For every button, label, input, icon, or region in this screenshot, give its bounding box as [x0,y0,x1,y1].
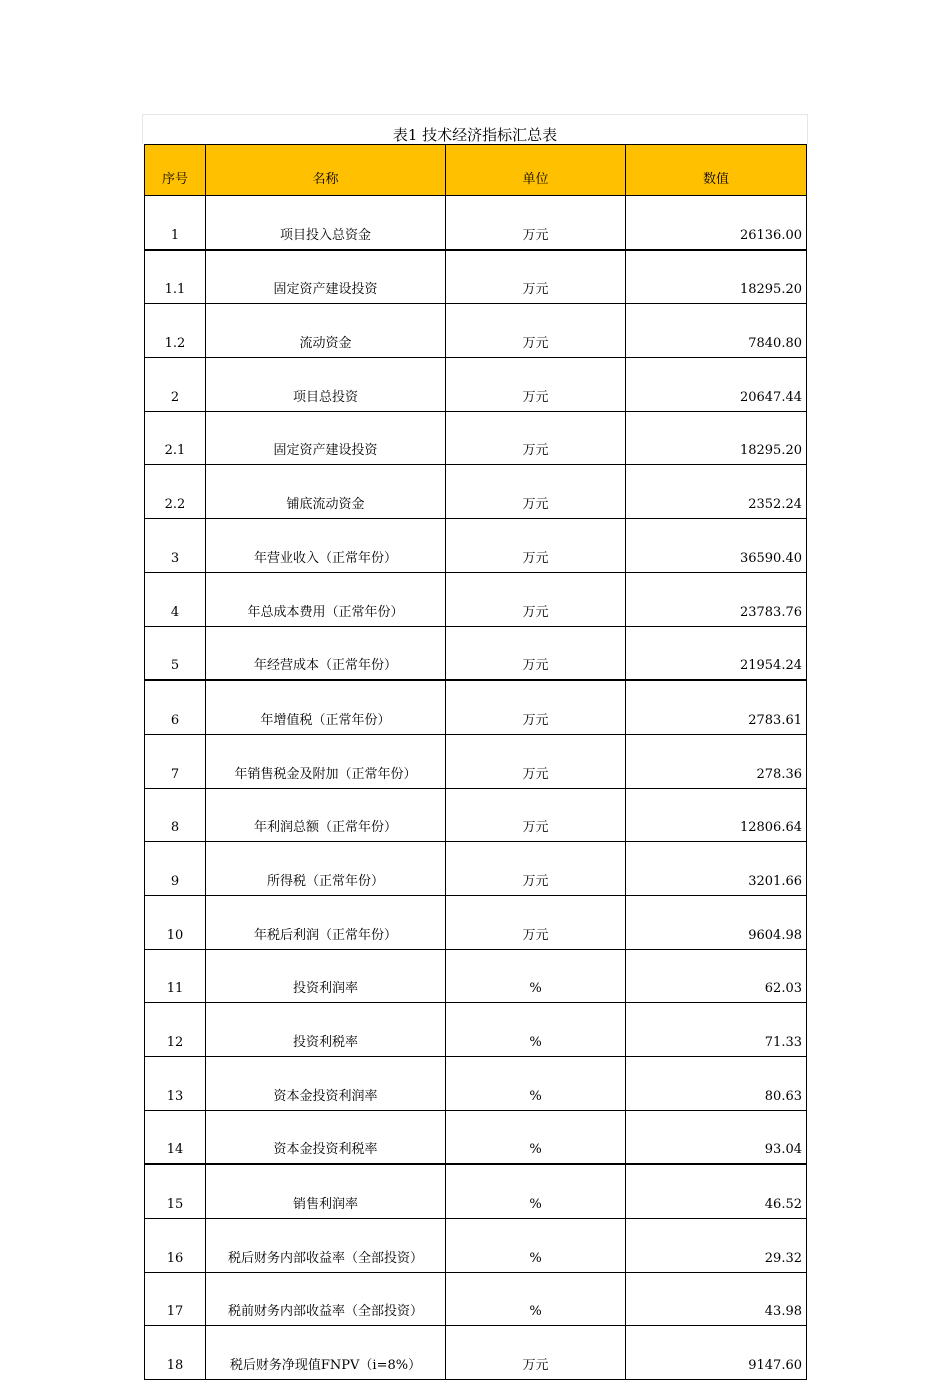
row-name: 固定资产建设投资 [206,411,446,465]
row-value: 62.03 [626,949,807,1003]
row-name: 年总成本费用（正常年份） [206,572,446,626]
row-unit: 万元 [446,304,626,358]
table-title: 表1 技术经济指标汇总表 [142,114,808,144]
row-name: 项目总投资 [206,358,446,412]
row-name: 投资利税率 [206,1003,446,1057]
row-index: 8 [145,788,206,842]
table-row [145,358,807,412]
row-index: 7 [145,734,206,788]
row-value: 7840.80 [626,304,807,358]
table-row [145,1272,807,1326]
row-index: 2.2 [145,465,206,519]
row-unit: 万元 [446,411,626,465]
table-row [145,1164,807,1218]
row-name: 税后财务净现值FNPV（i=8%） [206,1326,446,1380]
row-name: 年利润总额（正常年份） [206,788,446,842]
row-index: 9 [145,842,206,896]
header-index: 序号 [145,145,206,196]
row-value: 18295.20 [626,250,807,304]
row-value: 29.32 [626,1219,807,1273]
header-row [145,145,807,196]
table-row [145,949,807,1003]
row-unit: 万元 [446,358,626,412]
row-value: 278.36 [626,734,807,788]
row-value: 2783.61 [626,680,807,734]
header-name: 名称 [206,145,446,196]
row-value: 12806.64 [626,788,807,842]
table-row [145,304,807,358]
table-row [145,196,807,250]
table-row [145,465,807,519]
row-index: 6 [145,680,206,734]
table-row [145,734,807,788]
row-unit: 万元 [446,788,626,842]
row-index: 2 [145,358,206,412]
row-index: 3 [145,519,206,573]
row-index: 10 [145,895,206,949]
row-name: 投资利润率 [206,949,446,1003]
row-unit: % [446,1219,626,1273]
row-name: 资本金投资利税率 [206,1110,446,1164]
row-value: 93.04 [626,1110,807,1164]
row-name: 销售利润率 [206,1164,446,1218]
row-index: 5 [145,626,206,680]
table-row [145,1219,807,1273]
row-value: 20647.44 [626,358,807,412]
table-body [145,196,807,1380]
header-unit: 单位 [446,145,626,196]
row-unit: % [446,1272,626,1326]
row-index: 1.1 [145,250,206,304]
row-name: 年销售税金及附加（正常年份） [206,734,446,788]
row-unit: 万元 [446,196,626,250]
row-unit: 万元 [446,519,626,573]
row-value: 71.33 [626,1003,807,1057]
row-index: 13 [145,1057,206,1111]
row-index: 4 [145,572,206,626]
row-index: 1.2 [145,304,206,358]
row-value: 21954.24 [626,626,807,680]
row-index: 12 [145,1003,206,1057]
table-row [145,1003,807,1057]
row-name: 税后财务内部收益率（全部投资） [206,1219,446,1273]
table-row [145,411,807,465]
row-index: 15 [145,1164,206,1218]
row-name: 年营业收入（正常年份） [206,519,446,573]
row-value: 43.98 [626,1272,807,1326]
table-row [145,895,807,949]
row-unit: % [446,1003,626,1057]
table-row [145,250,807,304]
row-name: 铺底流动资金 [206,465,446,519]
row-unit: % [446,1110,626,1164]
table-row [145,572,807,626]
table-row [145,1326,807,1380]
table-row [145,1110,807,1164]
row-value: 80.63 [626,1057,807,1111]
row-index: 11 [145,949,206,1003]
row-index: 17 [145,1272,206,1326]
row-unit: 万元 [446,842,626,896]
row-name: 资本金投资利润率 [206,1057,446,1111]
row-name: 流动资金 [206,304,446,358]
row-unit: 万元 [446,895,626,949]
row-value: 36590.40 [626,519,807,573]
row-value: 46.52 [626,1164,807,1218]
row-unit: 万元 [446,734,626,788]
header-value: 数值 [626,145,807,196]
row-unit: % [446,1164,626,1218]
row-value: 9604.98 [626,895,807,949]
row-unit: 万元 [446,626,626,680]
summary-sheet [142,114,808,1380]
row-unit: % [446,1057,626,1111]
table-row [145,680,807,734]
row-name: 项目投入总资金 [206,196,446,250]
row-name: 年经营成本（正常年份） [206,626,446,680]
row-value: 23783.76 [626,572,807,626]
table-row [145,842,807,896]
row-index: 18 [145,1326,206,1380]
row-value: 2352.24 [626,465,807,519]
row-index: 2.1 [145,411,206,465]
row-value: 9147.60 [626,1326,807,1380]
table-row [145,626,807,680]
row-unit: % [446,949,626,1003]
row-name: 所得税（正常年份） [206,842,446,896]
row-value: 18295.20 [626,411,807,465]
row-value: 26136.00 [626,196,807,250]
row-name: 年增值税（正常年份） [206,680,446,734]
row-name: 固定资产建设投资 [206,250,446,304]
table-row [145,1057,807,1111]
table-row [145,519,807,573]
row-unit: 万元 [446,1326,626,1380]
row-unit: 万元 [446,250,626,304]
row-unit: 万元 [446,465,626,519]
row-index: 14 [145,1110,206,1164]
row-index: 16 [145,1219,206,1273]
row-unit: 万元 [446,680,626,734]
row-value: 3201.66 [626,842,807,896]
indicator-table [144,144,807,1380]
row-index: 1 [145,196,206,250]
table-row [145,788,807,842]
row-name: 税前财务内部收益率（全部投资） [206,1272,446,1326]
row-unit: 万元 [446,572,626,626]
row-name: 年税后利润（正常年份） [206,895,446,949]
